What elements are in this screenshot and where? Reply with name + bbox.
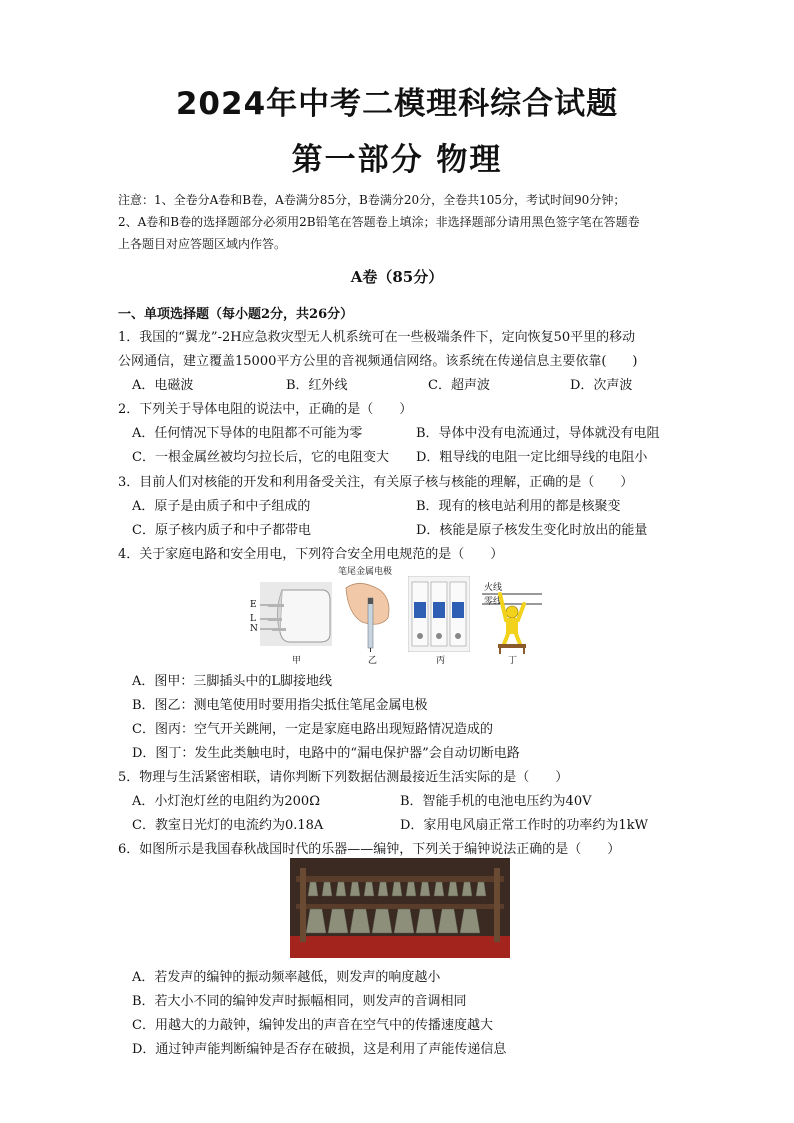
q3-option-d: D．核能是原子核发生变化时放出的能量 [416, 523, 648, 538]
q3-option-c: C．原子核内质子和中子都带电 [132, 523, 311, 538]
live-wire-label: 火线 [484, 583, 503, 593]
q6-option-a: A．若发声的编钟的振动频率越低，则发声的响度越小 [132, 970, 441, 985]
page-subtitle: 第一部分 物理 [291, 142, 503, 178]
q1-option-a: A．电磁波 [132, 378, 194, 393]
q4-option-a: A．图甲：三脚插头中的L脚接地线 [132, 674, 333, 689]
q4-stem: 4．关于家庭电路和安全用电，下列符合安全用电规范的是（ ） [118, 547, 504, 562]
q2-option-d: D．粗导线的电阻一定比细导线的电阻小 [416, 450, 648, 465]
hand-test-pen-icon [340, 578, 402, 652]
exam-notes [118, 189, 678, 255]
q5-stem: 5．物理与生活紧密相联，请你判断下列数据估测最接近生活实际的是（ ） [118, 770, 569, 785]
q5-option-d: D．家用电风扇正常工作时的功率约为1kW [400, 818, 648, 833]
q2-stem: 2．下列关于导体电阻的说法中，正确的是（ ） [118, 402, 413, 417]
q1-stem-line1: 1．我国的“翼龙”-2H应急救灾型无人机系统可在一些极端条件下，定向恢复50平里的移动 [118, 330, 636, 345]
q1-option-d: D．次声波 [570, 378, 633, 393]
air-switch-image [408, 576, 470, 652]
page-title: 2024年中考二模理科综合试题 [175, 86, 619, 122]
q4-figure [246, 562, 546, 664]
plug-label-n: N [250, 624, 258, 634]
q6-option-c: C．用越大的力敲钟，编钟发出的声音在空气中的传播速度越大 [132, 1018, 493, 1033]
neutral-wire-label: 零线 [484, 597, 503, 607]
q5-option-c: C．教室日光灯的电流约为0.18A [132, 818, 324, 833]
q3-stem: 3．目前人们对核能的开发和利用备受关注，有关原子核与核能的理解，正确的是（ ） [118, 475, 634, 490]
chime-bells-icon [290, 858, 510, 958]
q4-option-c: C．图丙：空气开关跳闸，一定是家庭电路出现短路情况造成的 [132, 722, 493, 737]
q6-stem: 6．如图所示是我国春秋战国时代的乐器——编钟，下列关于编钟说法正确的是（ ） [118, 842, 621, 857]
caption-bing: 丙 [436, 656, 446, 666]
caption-yi: 乙 [368, 656, 378, 666]
q3-option-b: B．现有的核电站利用的都是核聚变 [416, 499, 621, 514]
plug-label-e: E [250, 600, 257, 610]
pen-electrode-label: 笔尾金属电极 [338, 567, 393, 577]
q5-option-b: B．智能手机的电池电压约为40V [400, 794, 592, 809]
q4-option-b: B．图乙：测电笔使用时要用指尖抵住笔尾金属电极 [132, 698, 428, 713]
q6-option-d: D．通过钟声能判断编钟是否存在破损，这是利用了声能传递信息 [132, 1042, 507, 1057]
part1-heading: 一、单项选择题（每小题2分，共26分） [118, 307, 354, 322]
shock-image [482, 590, 542, 654]
section-a-heading: A卷（85分） [350, 268, 444, 286]
q6-option-b: B．若大小不同的编钟发声时振幅相同，则发声的音调相同 [132, 994, 467, 1009]
plug-label-l: L [250, 614, 256, 624]
person-shock-icon [482, 590, 542, 654]
q2-option-c: C．一根金属丝被均匀拉长后，它的电阻变大 [132, 450, 389, 465]
circuit-breaker-icon [408, 576, 470, 652]
q2-option-a: A．任何情况下导体的电阻都不可能为零 [132, 426, 363, 441]
q4-option-d: D．图丁：发生此类触电时，电路中的“漏电保护器”会自动切断电路 [132, 746, 520, 761]
q6-bells-image [290, 858, 510, 958]
test-pen-image [340, 578, 402, 652]
caption-ding: 丁 [508, 656, 518, 666]
q1-option-c: C．超声波 [428, 378, 490, 393]
note-line: 上各题目对应答题区域内作答。 [118, 237, 287, 251]
q3-option-a: A．原子是由质子和中子组成的 [132, 499, 311, 514]
q1-stem-line2: 公网通信，建立覆盖15000平方公里的音视频通信网络。该系统在传递信息主要依靠( ) [118, 354, 638, 369]
note-line: 注意：1、全卷分A卷和B卷，A卷满分85分，B卷满分20分，全卷共105分，考试时间90分钟； [118, 193, 626, 207]
plug-image [260, 582, 332, 646]
q5-option-a: A．小灯泡灯丝的电阻约为200Ω [132, 794, 320, 809]
q2-option-b: B．导体中没有电流通过，导体就没有电阻 [416, 426, 660, 441]
q1-option-b: B．红外线 [286, 378, 348, 393]
plug-icon [260, 582, 332, 646]
caption-jia: 甲 [292, 656, 302, 666]
note-line: 2、A卷和B卷的选择题部分必须用2B铅笔在答题卷上填涂；非选择题部分请用黑色签字笔在答题卷 [118, 215, 640, 229]
